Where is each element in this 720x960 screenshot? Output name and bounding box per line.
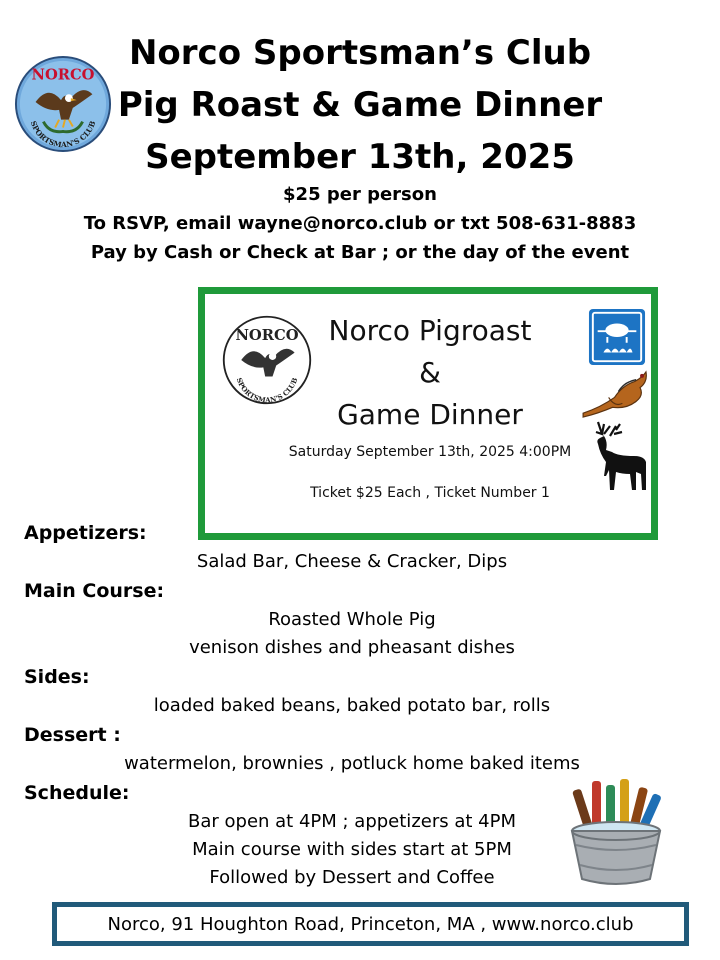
rsvp-text: To RSVP, email wayne@norco.club or txt 508-631-8883 (83, 213, 637, 234)
ticket-logo-text-top: NORCO (235, 326, 299, 344)
footer-address (52, 902, 689, 946)
pheasant-icon (579, 368, 653, 422)
schedule-item: Followed by Dessert and Coffee (209, 867, 495, 888)
event-ticket (198, 287, 658, 540)
sides-item: loaded baked beans, baked potato bar, rolls (153, 695, 551, 716)
logo-text-bottom: SPORTSMAN'S CLUB (28, 119, 98, 150)
main-course-heading: Main Course: (24, 580, 165, 602)
ticket-title-line2: & (419, 356, 441, 389)
sides-heading: Sides: (24, 666, 90, 688)
bbq-icon (588, 308, 646, 366)
ticket-number: Ticket $25 Each , Ticket Number 1 (310, 485, 550, 501)
main-course-item: venison dishes and pheasant dishes (189, 637, 515, 658)
logo-text-top: NORCO (31, 66, 95, 84)
schedule-item: Main course with sides start at 5PM (192, 839, 512, 860)
deer-icon (590, 420, 652, 494)
appetizers-heading: Appetizers: (24, 522, 147, 544)
dessert-heading: Dessert : (24, 724, 121, 746)
ticket-title-line3: Game Dinner (337, 398, 523, 431)
main-course-item: Roasted Whole Pig (268, 609, 436, 630)
schedule-heading: Schedule: (24, 782, 130, 804)
payment-text: Pay by Cash or Check at Bar ; or the day of the event (90, 242, 630, 263)
appetizers-item: Salad Bar, Cheese & Cracker, Dips (196, 551, 508, 572)
footer-text: Norco, 91 Houghton Road, Princeton, MA , www.norco.club (107, 913, 634, 935)
title-event-date: September 13th, 2025 (145, 137, 575, 177)
ticket-title-line1: Norco Pigroast (328, 314, 532, 347)
schedule-item: Bar open at 4PM ; appetizers at 4PM (188, 811, 516, 832)
dessert-item: watermelon, brownies , potluck home baked items (124, 753, 580, 774)
price-text: $25 per person (283, 184, 437, 205)
ticket-date: Saturday September 13th, 2025 4:00PM (288, 444, 572, 460)
title-event-name: Pig Roast & Game Dinner (117, 85, 603, 125)
ticket-logo-text-bottom: SPORTSMAN'S CLUB (234, 376, 300, 405)
drinks-bucket-icon (560, 775, 675, 890)
title-club-name: Norco Sportsman’s Club (128, 33, 592, 73)
